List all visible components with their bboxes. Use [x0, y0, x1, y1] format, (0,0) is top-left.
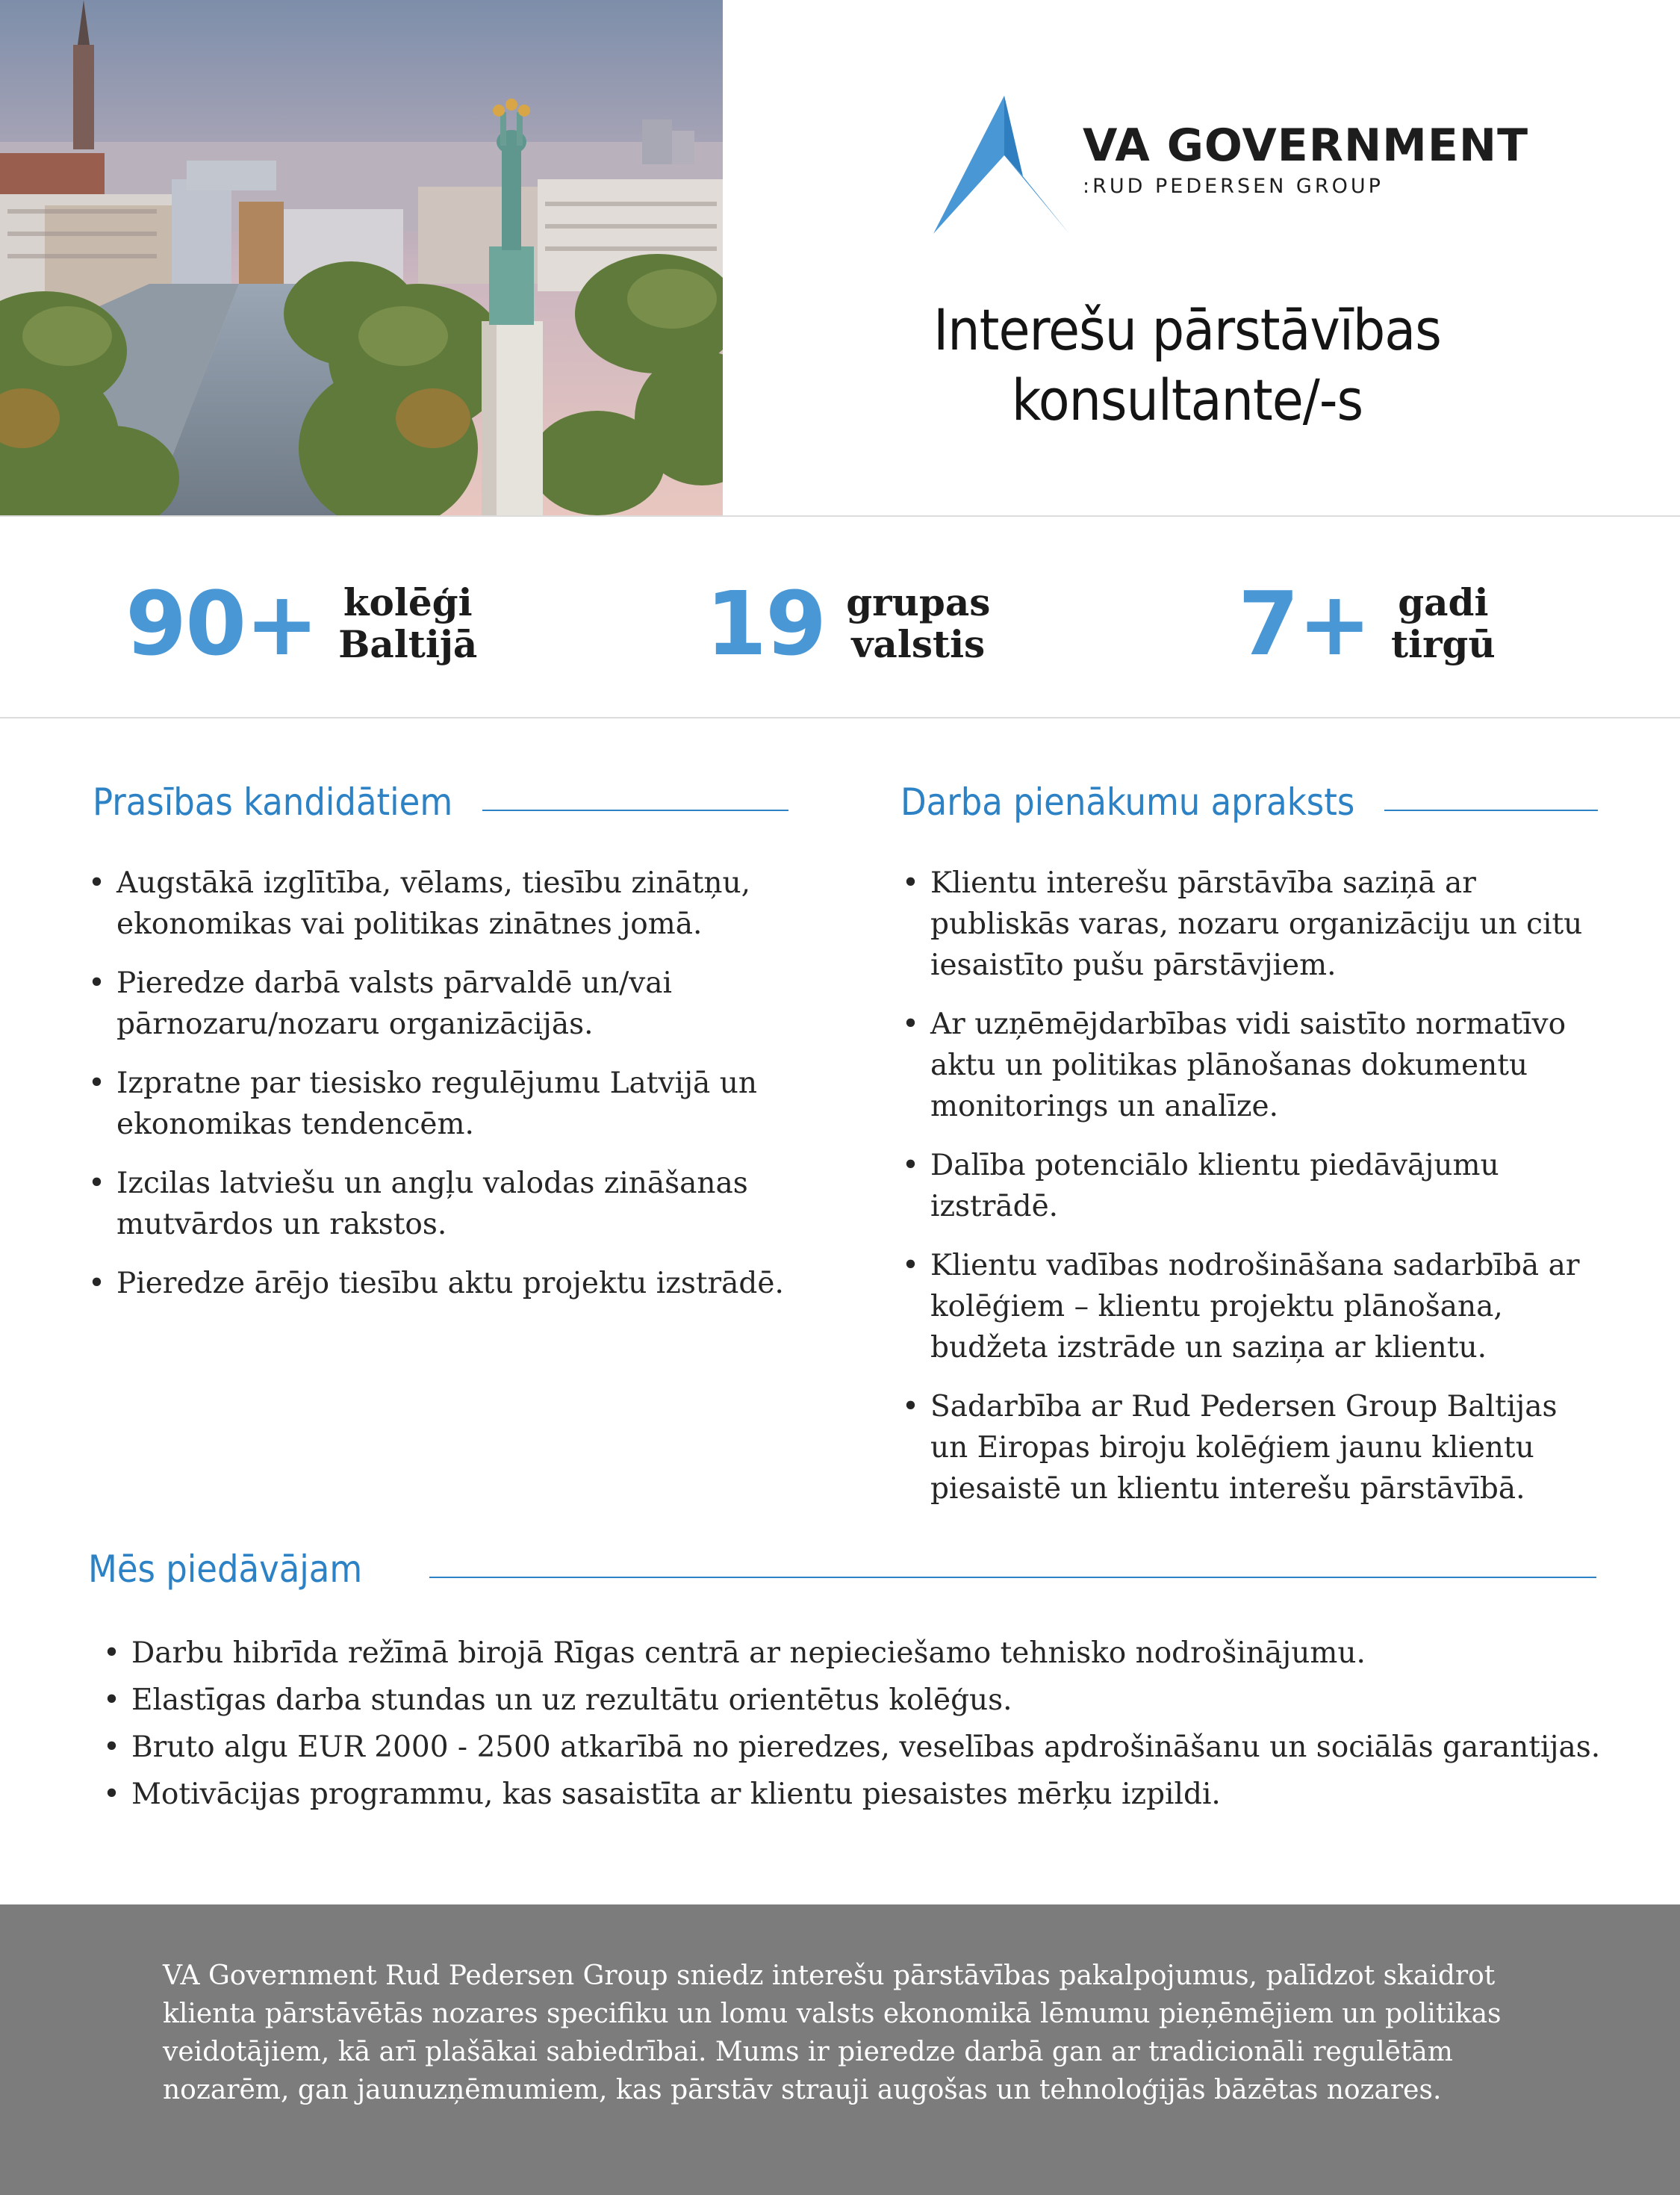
- list-item: • Bruto algu EUR 2000 - 2500 atkarībā no pieredzes, veselības apdrošināšanu un sociālās garantijas.: [103, 1727, 1641, 1768]
- offer-heading: Mēs piedāvājam: [88, 1547, 363, 1591]
- stat-label: [1391, 582, 1496, 665]
- list-item: • Klientu vadības nodrošināšana sadarbībā ar kolēģiem – klientu projektu plānošana, budžeta izstrāde un saziņa ar klientu.: [902, 1245, 1589, 1368]
- stat-label-line-1: kolēģi: [343, 580, 473, 624]
- footer-text: VA Government Rud Pedersen Group sniedz interešu pārstāvības pakalpojumus, palīdzot skaidrot klienta pārstāvētās nozares specifiku un lomu valsts ekonomikā lēmumu pieņēmējiem un politikas veidotājiem, kā arī plašākai sabiedrībai. Mums ir pieredze darbā gan ar tradicionāli regulētām nozarēm, gan jaunuzņēmumiem, kas pārstāv strauji augošas un tehnoloģijās bāzētas nozares.: [163, 1960, 1502, 2105]
- heading-rule: [1384, 810, 1598, 811]
- list-item: • Pieredze darbā valsts pārvaldē un/vai pārnozaru/nozaru organizācijās.: [88, 963, 790, 1045]
- logo-name: VA GOVERNMENT: [1083, 119, 1529, 172]
- stat-label: [338, 582, 477, 665]
- list-item: • Motivācijas programmu, kas sasaistīta ar klientu piesaistes mērķu izpildi.: [103, 1774, 1641, 1815]
- stat-label: [846, 582, 990, 665]
- offer-list: [103, 1633, 1641, 1821]
- list-item: • Ar uzņēmējdarbības vidi saistīto normatīvo aktu un politikas plānošanas dokumentu monitorings un analīze.: [902, 1004, 1589, 1127]
- stat-number: 7+: [1238, 572, 1370, 675]
- list-item: • Elastīgas darba stundas un uz rezultātu orientētus kolēģus.: [103, 1680, 1641, 1721]
- stat-years: [1238, 568, 1496, 680]
- divider: [0, 515, 1680, 517]
- list-item: • Izpratne par tiesisko regulējumu Latvijā un ekonomikas tendencēm.: [88, 1063, 790, 1145]
- requirements-heading-row: [93, 780, 788, 824]
- mountain-peak-logo-icon: [933, 96, 1075, 237]
- heading-rule: [482, 810, 788, 811]
- divider: [0, 717, 1680, 718]
- duties-heading: Darba pienākumu apraksts: [900, 780, 1355, 824]
- list-item: • Dalība potenciālo klientu piedāvājumu izstrādē.: [902, 1145, 1589, 1227]
- list-item: • Darbu hibrīda režīmā birojā Rīgas centrā ar nepieciešamo tehnisko nodrošinājumu.: [103, 1633, 1641, 1674]
- list-item: • Sadarbība ar Rud Pedersen Group Baltijas un Eiropas biroju kolēģiem jaunu klientu piesaistē un klientu interešu pārstāvībā.: [902, 1386, 1589, 1509]
- requirements-list: [88, 863, 790, 1322]
- stat-label-line-1: gadi: [1398, 580, 1489, 624]
- job-title-line-1: Interešu pārstāvības: [933, 297, 1441, 363]
- stat-number: 19: [706, 572, 826, 675]
- stat-label-line-2: valstis: [851, 622, 986, 666]
- stat-countries: [706, 568, 990, 680]
- job-title-line-2: konsultante/-s: [1011, 367, 1363, 433]
- heading-rule: [429, 1577, 1596, 1578]
- requirements-heading: Prasības kandidātiem: [93, 780, 453, 824]
- duties-list: [902, 863, 1589, 1527]
- logo-subtitle: :RUD PEDERSEN GROUP: [1083, 175, 1384, 198]
- riga-city-photo: [0, 0, 723, 515]
- footer: [0, 1904, 1680, 2195]
- list-item: • Klientu interešu pārstāvība saziņā ar publiskās varas, nozaru organizāciju un citu iesaistīto pušu pārstāvjiem.: [902, 863, 1589, 986]
- company-logo: [933, 96, 1529, 237]
- list-item: • Pieredze ārējo tiesību aktu projektu izstrādē.: [88, 1263, 790, 1304]
- stat-label-line-2: tirgū: [1390, 622, 1496, 666]
- list-item: • Augstākā izglītība, vēlams, tiesību zinātņu, ekonomikas vai politikas zinātnes jomā.: [88, 863, 790, 945]
- duties-heading-row: [900, 780, 1598, 824]
- stat-label-line-1: grupas: [846, 580, 991, 624]
- offer-heading-row: [88, 1547, 1596, 1591]
- stat-number: 90+: [125, 572, 318, 675]
- header-photo: [0, 0, 723, 515]
- stat-label-line-2: Baltijā: [338, 622, 478, 666]
- stat-colleagues: [125, 568, 477, 680]
- list-item: • Izcilas latviešu un angļu valodas zināšanas mutvārdos un rakstos.: [88, 1163, 790, 1245]
- job-title: [829, 295, 1546, 435]
